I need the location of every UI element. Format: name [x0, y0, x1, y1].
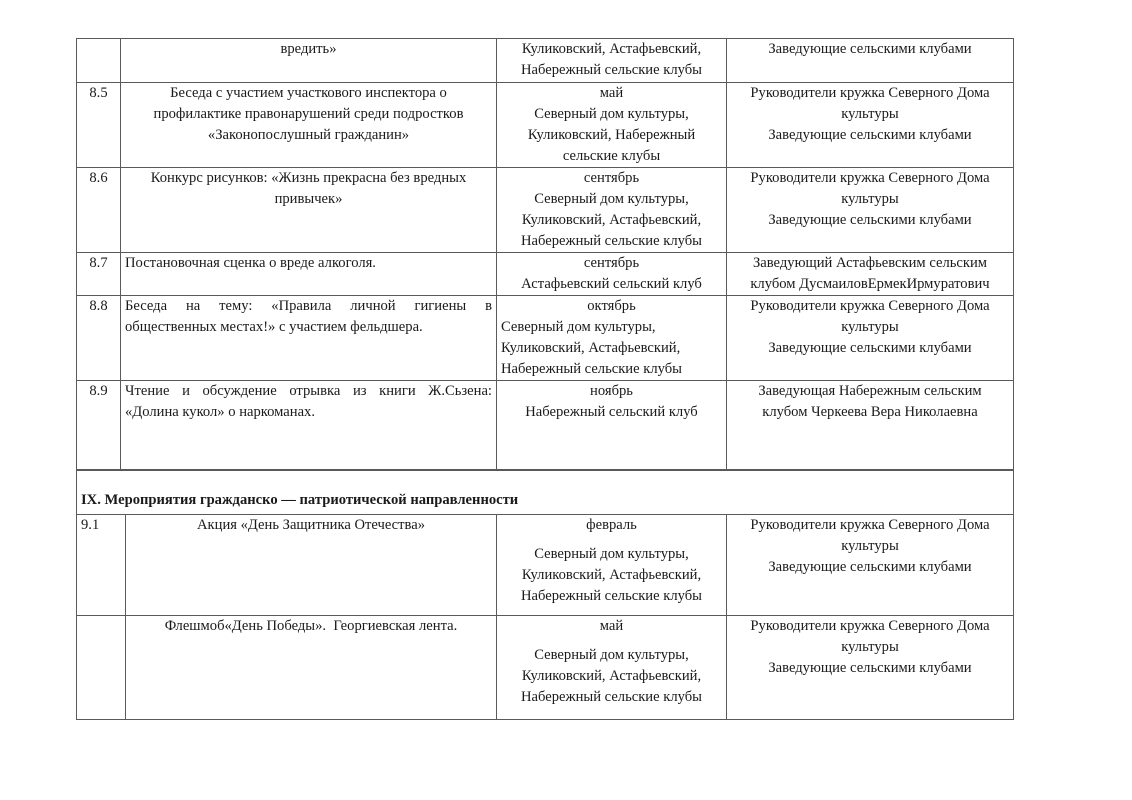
responsible-text: Заведующие сельскими клубами: [768, 340, 972, 356]
event-text: привычек»: [274, 191, 343, 207]
place-text: Набережный сельский клуб: [525, 404, 698, 420]
date-place-cell: [497, 515, 727, 616]
event-cell: Флешмоб«День Победы». Георгиевская лента.: [126, 616, 497, 720]
responsible-text: культуры: [841, 191, 899, 207]
date-place-cell: [497, 616, 727, 720]
responsible-text: Заведующие сельскими клубами: [768, 41, 972, 57]
place-text: Куликовский, Астафьевский,: [521, 212, 702, 228]
date-place-cell: [497, 381, 727, 471]
place-text: Набережный сельские клубы: [521, 233, 702, 249]
event-text: вредить»: [280, 41, 337, 57]
responsible-cell: [727, 253, 1014, 296]
place-text: Северный дом культуры,: [534, 191, 689, 207]
responsible-text: Руководители кружка Северного Дома: [750, 170, 990, 186]
responsible-cell: [727, 83, 1014, 168]
responsible-text: Руководители кружка Северного Дома: [750, 298, 990, 314]
place-text: Северный дом культуры,: [534, 106, 689, 122]
item-number: 8.8: [77, 296, 121, 381]
table-row: [77, 296, 1014, 381]
place-text: Куликовский, Астафьевский,: [501, 340, 681, 356]
month-text: сентябрь: [583, 255, 640, 271]
date-place-cell: [497, 168, 727, 253]
event-cell: [121, 168, 497, 253]
place-text: сельские клубы: [562, 148, 661, 164]
table-row: [77, 168, 1014, 253]
event-cell: Акция «День Защитника Отечества»: [126, 515, 497, 616]
month-text: сентябрь: [583, 170, 640, 186]
responsible-text: культуры: [841, 639, 899, 655]
item-number: [77, 616, 126, 720]
place-text: Набережный сельские клубы: [501, 361, 682, 377]
event-cell: [121, 381, 497, 471]
place-text: Северный дом культуры,: [534, 647, 689, 663]
event-text: Конкурс рисунков: «Жизнь прекрасна без вредных: [150, 170, 467, 186]
event-cell: [121, 253, 497, 296]
month-text: февраль: [586, 517, 637, 533]
table-row: [77, 515, 1014, 616]
table-row: [77, 83, 1014, 168]
place-text: Куликовский, Астафьевский,: [521, 41, 702, 57]
event-text: «Долина кукол» о наркоманах.: [125, 404, 315, 420]
date-place-cell: [497, 253, 727, 296]
event-text: Чтение и обсуждение отрывка из книги Ж.Сьзена:: [125, 383, 492, 399]
item-number: 8.6: [77, 168, 121, 253]
responsible-text: клубом Черкеева Вера Николаевна: [762, 404, 978, 420]
responsible-text: Заведующие сельскими клубами: [768, 127, 972, 143]
event-text: Постановочная сценка о вреде алкоголя.: [125, 255, 376, 271]
place-text: Северный дом культуры,: [501, 319, 656, 335]
responsible-cell: [727, 296, 1014, 381]
place-text: Набережный сельские клубы: [521, 62, 702, 78]
place-text: Северный дом культуры,: [534, 546, 689, 562]
date-place-cell: [497, 39, 727, 83]
table-row: [77, 253, 1014, 296]
event-text: Беседа с участием участкового инспектора о: [170, 85, 447, 101]
responsible-text: Заведующие сельскими клубами: [768, 559, 972, 575]
month-text: май: [599, 85, 624, 101]
date-place-cell: [497, 296, 727, 381]
place-text: Куликовский, Набережный: [527, 127, 696, 143]
responsible-text: культуры: [841, 538, 899, 554]
responsible-text: Заведующая Набережным сельским: [758, 383, 982, 399]
responsible-text: Заведующие сельскими клубами: [768, 660, 972, 676]
event-cell: [121, 296, 497, 381]
event-text: общественных местах!» с участием фельдшера.: [125, 319, 423, 335]
table-row: [77, 616, 1014, 720]
responsible-text: культуры: [841, 106, 899, 122]
responsible-text: культуры: [841, 319, 899, 335]
event-text: Беседа на тему: «Правила личной гигиены в: [125, 298, 492, 314]
events-table-section-viii: [76, 38, 1014, 471]
event-text: профилактике правонарушений среди подростков: [153, 106, 464, 122]
date-place-cell: [497, 83, 727, 168]
responsible-cell: [727, 168, 1014, 253]
place-text: Куликовский, Астафьевский,: [521, 668, 702, 684]
item-number: 9.1: [77, 515, 126, 616]
place-text: Куликовский, Астафьевский,: [521, 567, 702, 583]
event-cell: [121, 39, 497, 83]
section-title: IX. Мероприятия гражданско — патриотической направленности: [77, 470, 1014, 515]
responsible-cell: [727, 515, 1014, 616]
section-header-row: [77, 470, 1014, 515]
table-row: [77, 39, 1014, 83]
table-row: [77, 381, 1014, 471]
responsible-text: Руководители кружка Северного Дома: [750, 618, 990, 634]
event-text: «Законопослушный гражданин»: [207, 127, 410, 143]
responsible-text: клубом ДусмаиловЕрмекИрмуратович: [750, 276, 990, 292]
item-number: [77, 39, 121, 83]
responsible-text: Заведующие сельскими клубами: [768, 212, 972, 228]
place-text: Набережный сельские клубы: [521, 588, 702, 604]
events-table-section-ix: [76, 469, 1014, 720]
place-text: Набережный сельские клубы: [521, 689, 702, 705]
month-text: май: [599, 618, 624, 634]
responsible-text: Руководители кружка Северного Дома: [750, 85, 990, 101]
responsible-cell: [727, 616, 1014, 720]
event-cell: [121, 83, 497, 168]
month-text: ноябрь: [590, 383, 633, 399]
place-text: Астафьевский сельский клуб: [521, 276, 702, 292]
item-number: 8.7: [77, 253, 121, 296]
item-number: 8.5: [77, 83, 121, 168]
responsible-text: Заведующий Астафьевским сельским: [752, 255, 988, 271]
month-text: октябрь: [587, 298, 636, 314]
responsible-cell: [727, 381, 1014, 471]
item-number: 8.9: [77, 381, 121, 471]
responsible-cell: [727, 39, 1014, 83]
responsible-text: Руководители кружка Северного Дома: [750, 517, 990, 533]
